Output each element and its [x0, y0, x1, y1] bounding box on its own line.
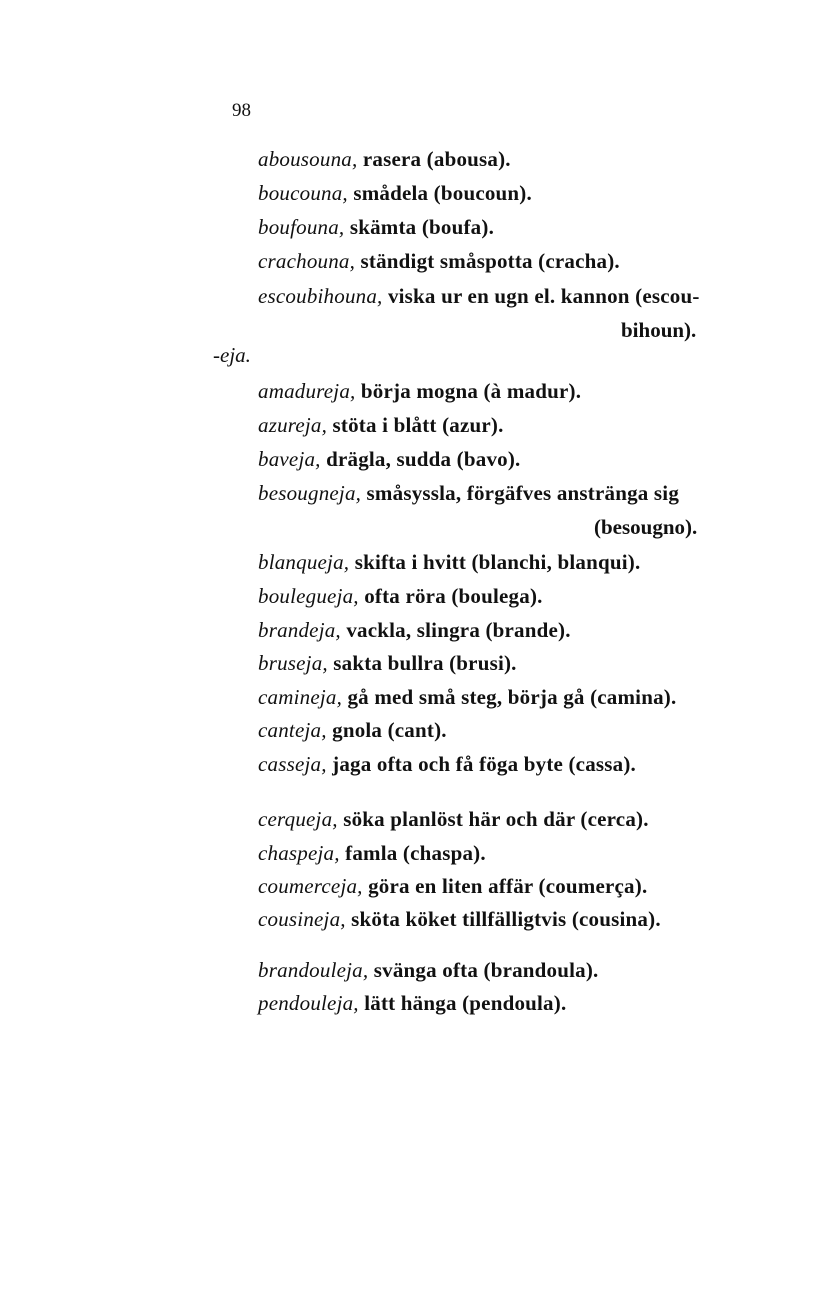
headword: besougneja, [258, 481, 362, 505]
headword: azureja, [258, 413, 328, 437]
definition-continuation: bihoun). [621, 318, 697, 342]
headword: casseja, [258, 752, 327, 776]
headword: brandouleja, [258, 958, 369, 982]
headword: boufouna, [258, 215, 345, 239]
headword: escoubihouna, [258, 284, 383, 308]
definition: sköta köket tillfälligtvis (cousina). [345, 907, 661, 931]
definition: gnola (cant). [326, 718, 447, 742]
dictionary-entry [258, 751, 636, 777]
headword: brandeja, [258, 618, 341, 642]
dictionary-entry [258, 146, 511, 172]
dictionary-entry [258, 549, 640, 575]
headword: cerqueja, [258, 807, 338, 831]
definition: jaga ofta och få föga byte (cassa). [326, 752, 636, 776]
dictionary-entry [258, 378, 581, 404]
definition: skämta (boufa). [344, 215, 495, 239]
definition: ständigt småspotta (cracha). [355, 249, 620, 273]
headword: boucouna, [258, 181, 348, 205]
definition: lätt hänga (pendoula). [358, 991, 567, 1015]
definition: rasera (abousa). [357, 147, 511, 171]
dictionary-entry [258, 248, 620, 274]
dictionary-entry [258, 906, 661, 932]
dictionary-entry [258, 806, 649, 832]
dictionary-entry [258, 180, 532, 206]
dictionary-entry [258, 957, 599, 983]
headword: pendouleja, [258, 991, 359, 1015]
definition: göra en liten affär (coumerça). [362, 874, 648, 898]
definition: söka planlöst här och där (cerca). [337, 807, 649, 831]
headword: cousineja, [258, 907, 346, 931]
headword: blanqueja, [258, 550, 350, 574]
definition: gå med små steg, börja gå (camina). [342, 685, 677, 709]
dictionary-entry [258, 684, 676, 710]
headword: camineja, [258, 685, 343, 709]
definition: famla (chaspa). [339, 841, 486, 865]
dictionary-entry [258, 412, 504, 438]
headword: chaspeja, [258, 841, 340, 865]
definition: ofta röra (boulega). [358, 584, 543, 608]
definition: drägla, sudda (bavo). [320, 447, 521, 471]
suffix-heading: -eja. [213, 343, 251, 367]
dictionary-entry [258, 617, 571, 643]
dictionary-entry [258, 480, 679, 506]
headword: coumerceja, [258, 874, 363, 898]
headword: crachouna, [258, 249, 356, 273]
headword: boulegueja, [258, 584, 359, 608]
definition: vackla, slingra (brande). [340, 618, 571, 642]
headword: bruseja, [258, 651, 328, 675]
headword: baveja, [258, 447, 321, 471]
page-number: 98 [232, 100, 251, 121]
dictionary-entry [258, 873, 647, 899]
dictionary-entry [258, 446, 521, 472]
dictionary-entry [258, 283, 700, 309]
headword: canteja, [258, 718, 327, 742]
dictionary-entry [258, 840, 486, 866]
dictionary-entry [258, 650, 517, 676]
dictionary-entry [258, 583, 543, 609]
dictionary-entry [258, 990, 566, 1016]
dictionary-entry [258, 214, 494, 240]
definition: smådela (boucoun). [347, 181, 532, 205]
definition: sakta bullra (brusi). [327, 651, 517, 675]
dictionary-entry [258, 717, 447, 743]
definition: skifta i hvitt (blanchi, blanqui). [349, 550, 641, 574]
definition: börja mogna (à madur). [355, 379, 582, 403]
definition: småsyssla, förgäfves anstränga sig [361, 481, 680, 505]
definition: svänga ofta (brandoula). [368, 958, 599, 982]
definition: stöta i blått (azur). [327, 413, 504, 437]
definition: viska ur en ugn el. kannon (escou- [382, 284, 700, 308]
definition-continuation: (besougno). [594, 515, 698, 539]
headword: amadureja, [258, 379, 356, 403]
headword: abousouna, [258, 147, 358, 171]
